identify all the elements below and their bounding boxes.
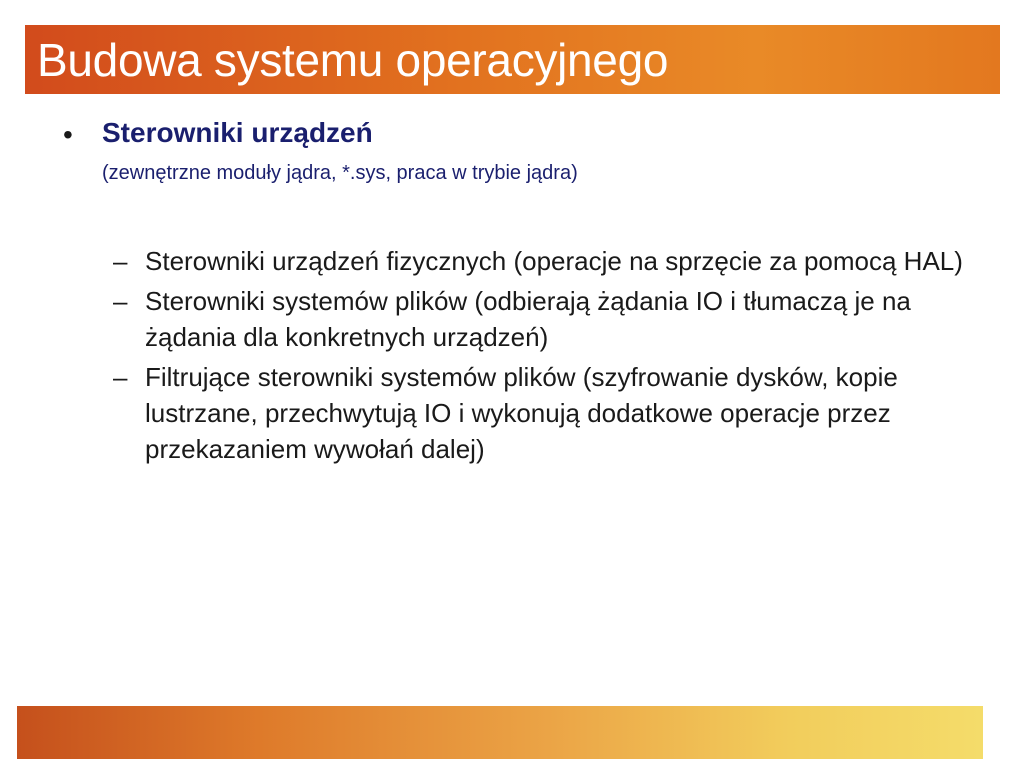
- sub-bullet-text: Sterowniki urządzeń fizycznych (operacje na sprzęcie za pomocą HAL): [145, 246, 963, 276]
- sub-bullet-item: [113, 283, 973, 355]
- sub-bullet-text: Filtrujące sterowniki systemów plików (szyfrowanie dysków, kopie lustrzane, przechwytują IO i wykonują dodatkowe operacje przez przekazaniem wywołań dalej): [145, 362, 898, 464]
- sub-bullet-item: [113, 243, 973, 279]
- bullet-heading: Sterowniki urządzeń: [102, 117, 373, 148]
- dash-marker: –: [113, 246, 128, 276]
- dash-marker: –: [113, 286, 128, 316]
- sub-bullet-text: Sterowniki systemów plików (odbierają żądania IO i tłumaczą je na żądania dla konkretnych urządzeń): [145, 286, 911, 352]
- bullet-marker: •: [63, 119, 73, 150]
- slide-title: Budowa systemu operacyjnego: [37, 34, 669, 86]
- bullet-subheading: (zewnętrzne moduły jądra, *.sys, praca w trybie jądra): [102, 162, 578, 184]
- footer-bar: [17, 706, 983, 759]
- sub-bullet-item: [113, 359, 973, 467]
- sub-bullet-list: [113, 243, 973, 471]
- dash-marker: –: [113, 362, 128, 392]
